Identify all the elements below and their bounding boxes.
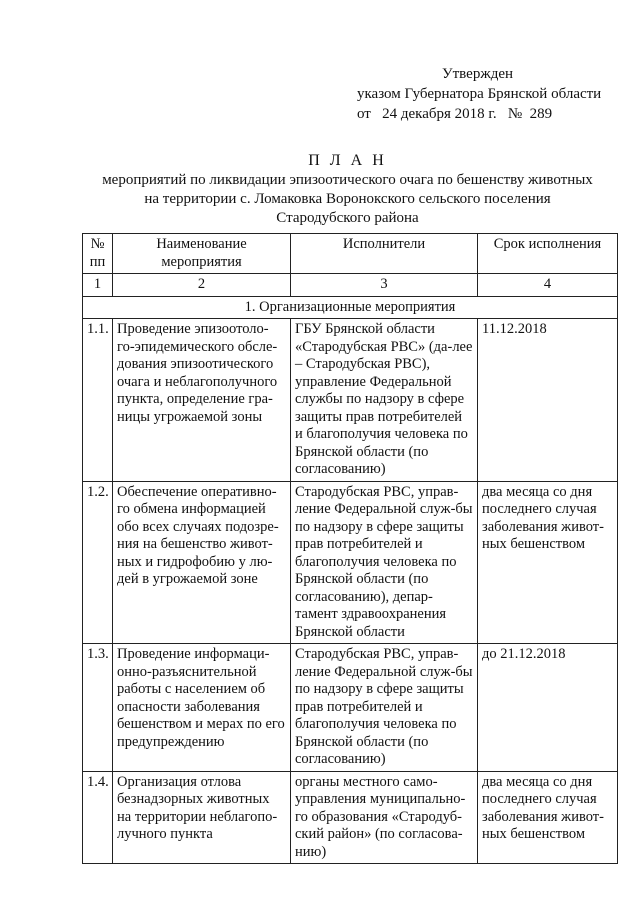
- table-row: [83, 319, 618, 482]
- col-number: 2: [113, 274, 291, 297]
- row-executors: Стародубская РВС, управ-ление Федеральной служ-бы по надзору в сфере защиты прав потребителей и благополучия человека по Брянской области (по согласованию): [291, 644, 478, 772]
- title-line-1: мероприятий по ликвидации эпизоотического очага по бешенству животных: [102, 172, 593, 188]
- approval-line-approved: Утвержден: [442, 66, 514, 82]
- row-deadline: два месяца со дня последнего случая заболевания живот-ных бешенством: [478, 481, 618, 644]
- header-num: № пп: [83, 234, 113, 274]
- row-name: Проведение эпизоотоло-го-эпидемического обсле-дования эпизоотического очага и неблагополучного пункта, определение гра-ницы угрожаемой зоны: [113, 319, 291, 482]
- row-num: 1.2.: [83, 481, 113, 644]
- title-word: П Л А Н: [308, 152, 387, 169]
- row-num: 1.4.: [83, 771, 113, 864]
- header-deadline: Срок исполнения: [478, 234, 618, 274]
- document-title: [60, 151, 635, 228]
- row-deadline: 11.12.2018: [478, 319, 618, 482]
- header-executors: Исполнители: [291, 234, 478, 274]
- title-line-3: Стародубского района: [276, 210, 419, 226]
- section-title: 1. Организационные мероприятия: [83, 296, 618, 319]
- row-executors: органы местного само-управления муниципально-го образования «Стародуб-ский район» (по согласова-нию): [291, 771, 478, 864]
- row-name: Обеспечение оперативно-го обмена информацией обо всех случаях подозре-ния на бешенство живот-ных и гидрофобию у лю-дей в угрожаемой зоне: [113, 481, 291, 644]
- col-number: 4: [478, 274, 618, 297]
- header-name: Наименование мероприятия: [113, 234, 291, 274]
- plan-table: [82, 233, 618, 864]
- title-line-2: на территории с. Ломаковка Воронокского сельского поселения: [144, 191, 551, 207]
- approval-line-date-number: от 24 декабря 2018 г. № 289: [357, 106, 553, 122]
- row-name: Проведение информаци-онно-разъяснительной работы с населением об опасности заболевания бешенством и мерах по его предупреждению: [113, 644, 291, 772]
- col-number: 1: [83, 274, 113, 297]
- approval-block: [357, 64, 601, 124]
- row-num: 1.1.: [83, 319, 113, 482]
- row-executors: ГБУ Брянской области «Стародубская РВС» (да-лее – Стародубская РВС), управление Федеральной службы по надзору в сфере защиты прав потребителей и благополучия человека по Брянской области (по согласованию): [291, 319, 478, 482]
- section-row: [83, 296, 618, 319]
- table-row: [83, 644, 618, 772]
- column-numbers-row: [83, 274, 618, 297]
- col-number: 3: [291, 274, 478, 297]
- table-row: [83, 481, 618, 644]
- row-num: 1.3.: [83, 644, 113, 772]
- row-deadline: два месяца со дня последнего случая заболевания живот-ных бешенством: [478, 771, 618, 864]
- table-row: [83, 771, 618, 864]
- approval-line-decree: указом Губернатора Брянской области: [357, 86, 602, 102]
- row-deadline: до 21.12.2018: [478, 644, 618, 772]
- table-header-row: [83, 234, 618, 274]
- row-executors: Стародубская РВС, управ-ление Федеральной служ-бы по надзору в сфере защиты прав потребителей и благополучия человека по Брянской области (по согласованию), депар-тамент здравоохранения Брянской области: [291, 481, 478, 644]
- row-name: Организация отлова безнадзорных животных на территории неблагопо-лучного пункта: [113, 771, 291, 864]
